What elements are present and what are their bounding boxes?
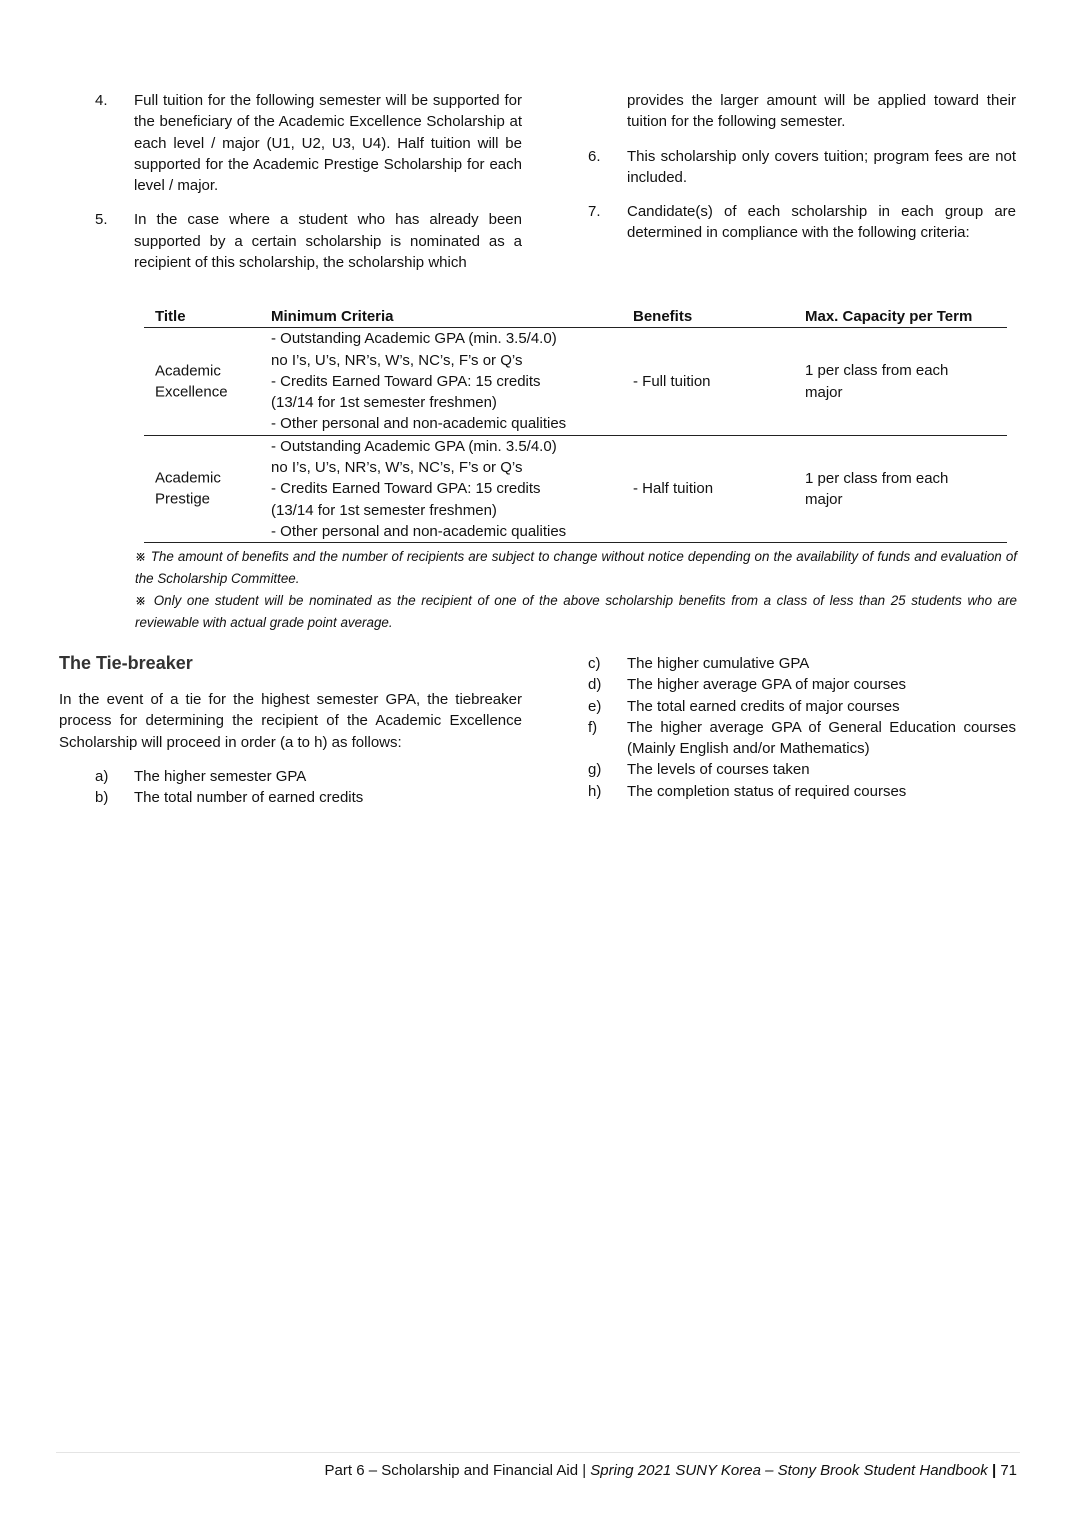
list-letter: d) <box>588 676 602 694</box>
section-heading: The Tie-breaker <box>59 653 193 673</box>
right-numbered-list <box>552 90 1016 244</box>
section-intro: In the event of a tie for the highest semester GPA, the tiebreaker process for determining the recipient of the Academic Excellence Scholarship will proceed in order (a to h) as follows: <box>59 691 522 751</box>
list-item <box>552 653 1016 674</box>
list-text: Candidate(s) of each scholarship in each group are determined in compliance with the following criteria: <box>627 203 1016 242</box>
criteria-line: no I’s, U’s, NR’s, W’s, NC’s, F’s or Q’s <box>271 351 523 369</box>
list-item <box>59 787 522 808</box>
footer-divider <box>56 1452 1020 1453</box>
header-benefits: Benefits <box>622 306 794 328</box>
list-letter: e) <box>588 697 602 715</box>
table-note: ※ Only one student will be nominated as the recipient of one of the above scholarship benefits from a class of less than 25 students who are reviewable with actual grade point average. <box>135 593 1017 630</box>
criteria-line: (13/14 for 1st semester freshmen) <box>271 501 497 519</box>
scholarship-criteria-table <box>144 306 1007 543</box>
list-text: In the case where a student who has already been supported by a certain scholarship is nominated as a recipient of this scholarship, the scholarship which <box>134 211 522 272</box>
criteria-line: - Credits Earned Toward GPA: 15 credits <box>271 372 541 390</box>
list-item-4 <box>59 90 522 196</box>
list-text: This scholarship only covers tuition; program fees are not included. <box>627 147 1016 186</box>
list-item-5 <box>59 209 522 273</box>
list-text: The levels of courses taken <box>627 761 810 779</box>
footer-publication: Spring 2021 SUNY Korea – Stony Brook Student Handbook <box>590 1462 988 1479</box>
list-item <box>552 674 1016 695</box>
list-item-6 <box>552 146 1016 189</box>
footer-separator: | <box>991 1462 997 1479</box>
table-note: ※ The amount of benefits and the number of recipients are subject to change without notice depending on the availability of funds and evaluation of the Scholarship Committee. <box>135 549 1017 586</box>
list-letter: f) <box>588 718 598 736</box>
list-item <box>552 696 1016 717</box>
list-item <box>552 781 1016 802</box>
list-continuation <box>552 90 1016 133</box>
tiebreaker-list-left <box>59 766 522 809</box>
header-title: Title <box>155 308 186 325</box>
criteria-line: - Other personal and non-academic qualities <box>271 415 567 433</box>
list-text: The higher cumulative GPA <box>627 655 810 672</box>
table-row <box>144 328 1007 435</box>
list-text: The total earned credits of major courses <box>627 697 900 715</box>
row-benefit: - Half tuition <box>622 435 794 542</box>
criteria-line: - Credits Earned Toward GPA: 15 credits <box>271 480 541 498</box>
criteria-line: - Outstanding Academic GPA (min. 3.5/4.0) <box>271 437 557 455</box>
continuation-text: provides the larger amount will be applied toward their tuition for the following semester. <box>627 92 1016 131</box>
list-item <box>552 717 1016 760</box>
header-criteria: Minimum Criteria <box>144 306 622 328</box>
footer-section: Part 6 – Scholarship and Financial Aid <box>324 1462 579 1479</box>
left-numbered-list <box>59 90 522 273</box>
row-capacity: 1 per class from each major <box>794 435 1007 542</box>
list-text: The higher average GPA of major courses <box>627 676 907 694</box>
list-number: 7. <box>588 203 601 221</box>
row-capacity: 1 per class from each major <box>794 328 1007 435</box>
criteria-line: (13/14 for 1st semester freshmen) <box>271 394 497 412</box>
table-header-row <box>144 306 1007 328</box>
row-title: Academic Prestige <box>155 469 221 509</box>
list-text: The total number of earned credits <box>134 789 364 807</box>
table-row <box>144 435 1007 542</box>
list-letter: a) <box>95 768 109 785</box>
list-letter: b) <box>95 789 109 807</box>
page-footer <box>325 1460 1017 1481</box>
list-letter: g) <box>588 761 602 779</box>
list-letter: c) <box>588 655 601 672</box>
criteria-line: - Outstanding Academic GPA (min. 3.5/4.0) <box>271 330 557 348</box>
list-item <box>552 759 1016 780</box>
list-text: Full tuition for the following semester will be supported for the beneficiary of the Academic Excellence Scholarship at each level / major (U1, U2, U3, U4). Half tuition will be supported for the Academic Prestige Scholarship for each level / major. <box>134 92 522 195</box>
list-number: 6. <box>588 147 601 165</box>
row-title: Academic Excellence <box>155 362 228 401</box>
list-letter: h) <box>588 782 602 800</box>
list-item-7 <box>552 201 1016 244</box>
list-number: 4. <box>95 92 108 109</box>
criteria-line: no I’s, U’s, NR’s, W’s, NC’s, F’s or Q’s <box>271 459 523 477</box>
criteria-line: - Other personal and non-academic qualities <box>271 522 567 540</box>
page-number: 71 <box>1000 1462 1017 1479</box>
list-text: The higher average GPA of General Education courses (Mainly English and/or Mathematics) <box>627 718 1016 758</box>
list-text: The completion status of required courses <box>627 782 907 800</box>
header-capacity: Max. Capacity per Term <box>794 306 1007 328</box>
list-number: 5. <box>95 211 108 229</box>
list-text: The higher semester GPA <box>134 768 307 785</box>
tiebreaker-list-right <box>552 653 1016 802</box>
row-benefit: - Full tuition <box>622 328 794 435</box>
list-item <box>59 766 522 787</box>
footer-separator: | <box>582 1462 587 1479</box>
